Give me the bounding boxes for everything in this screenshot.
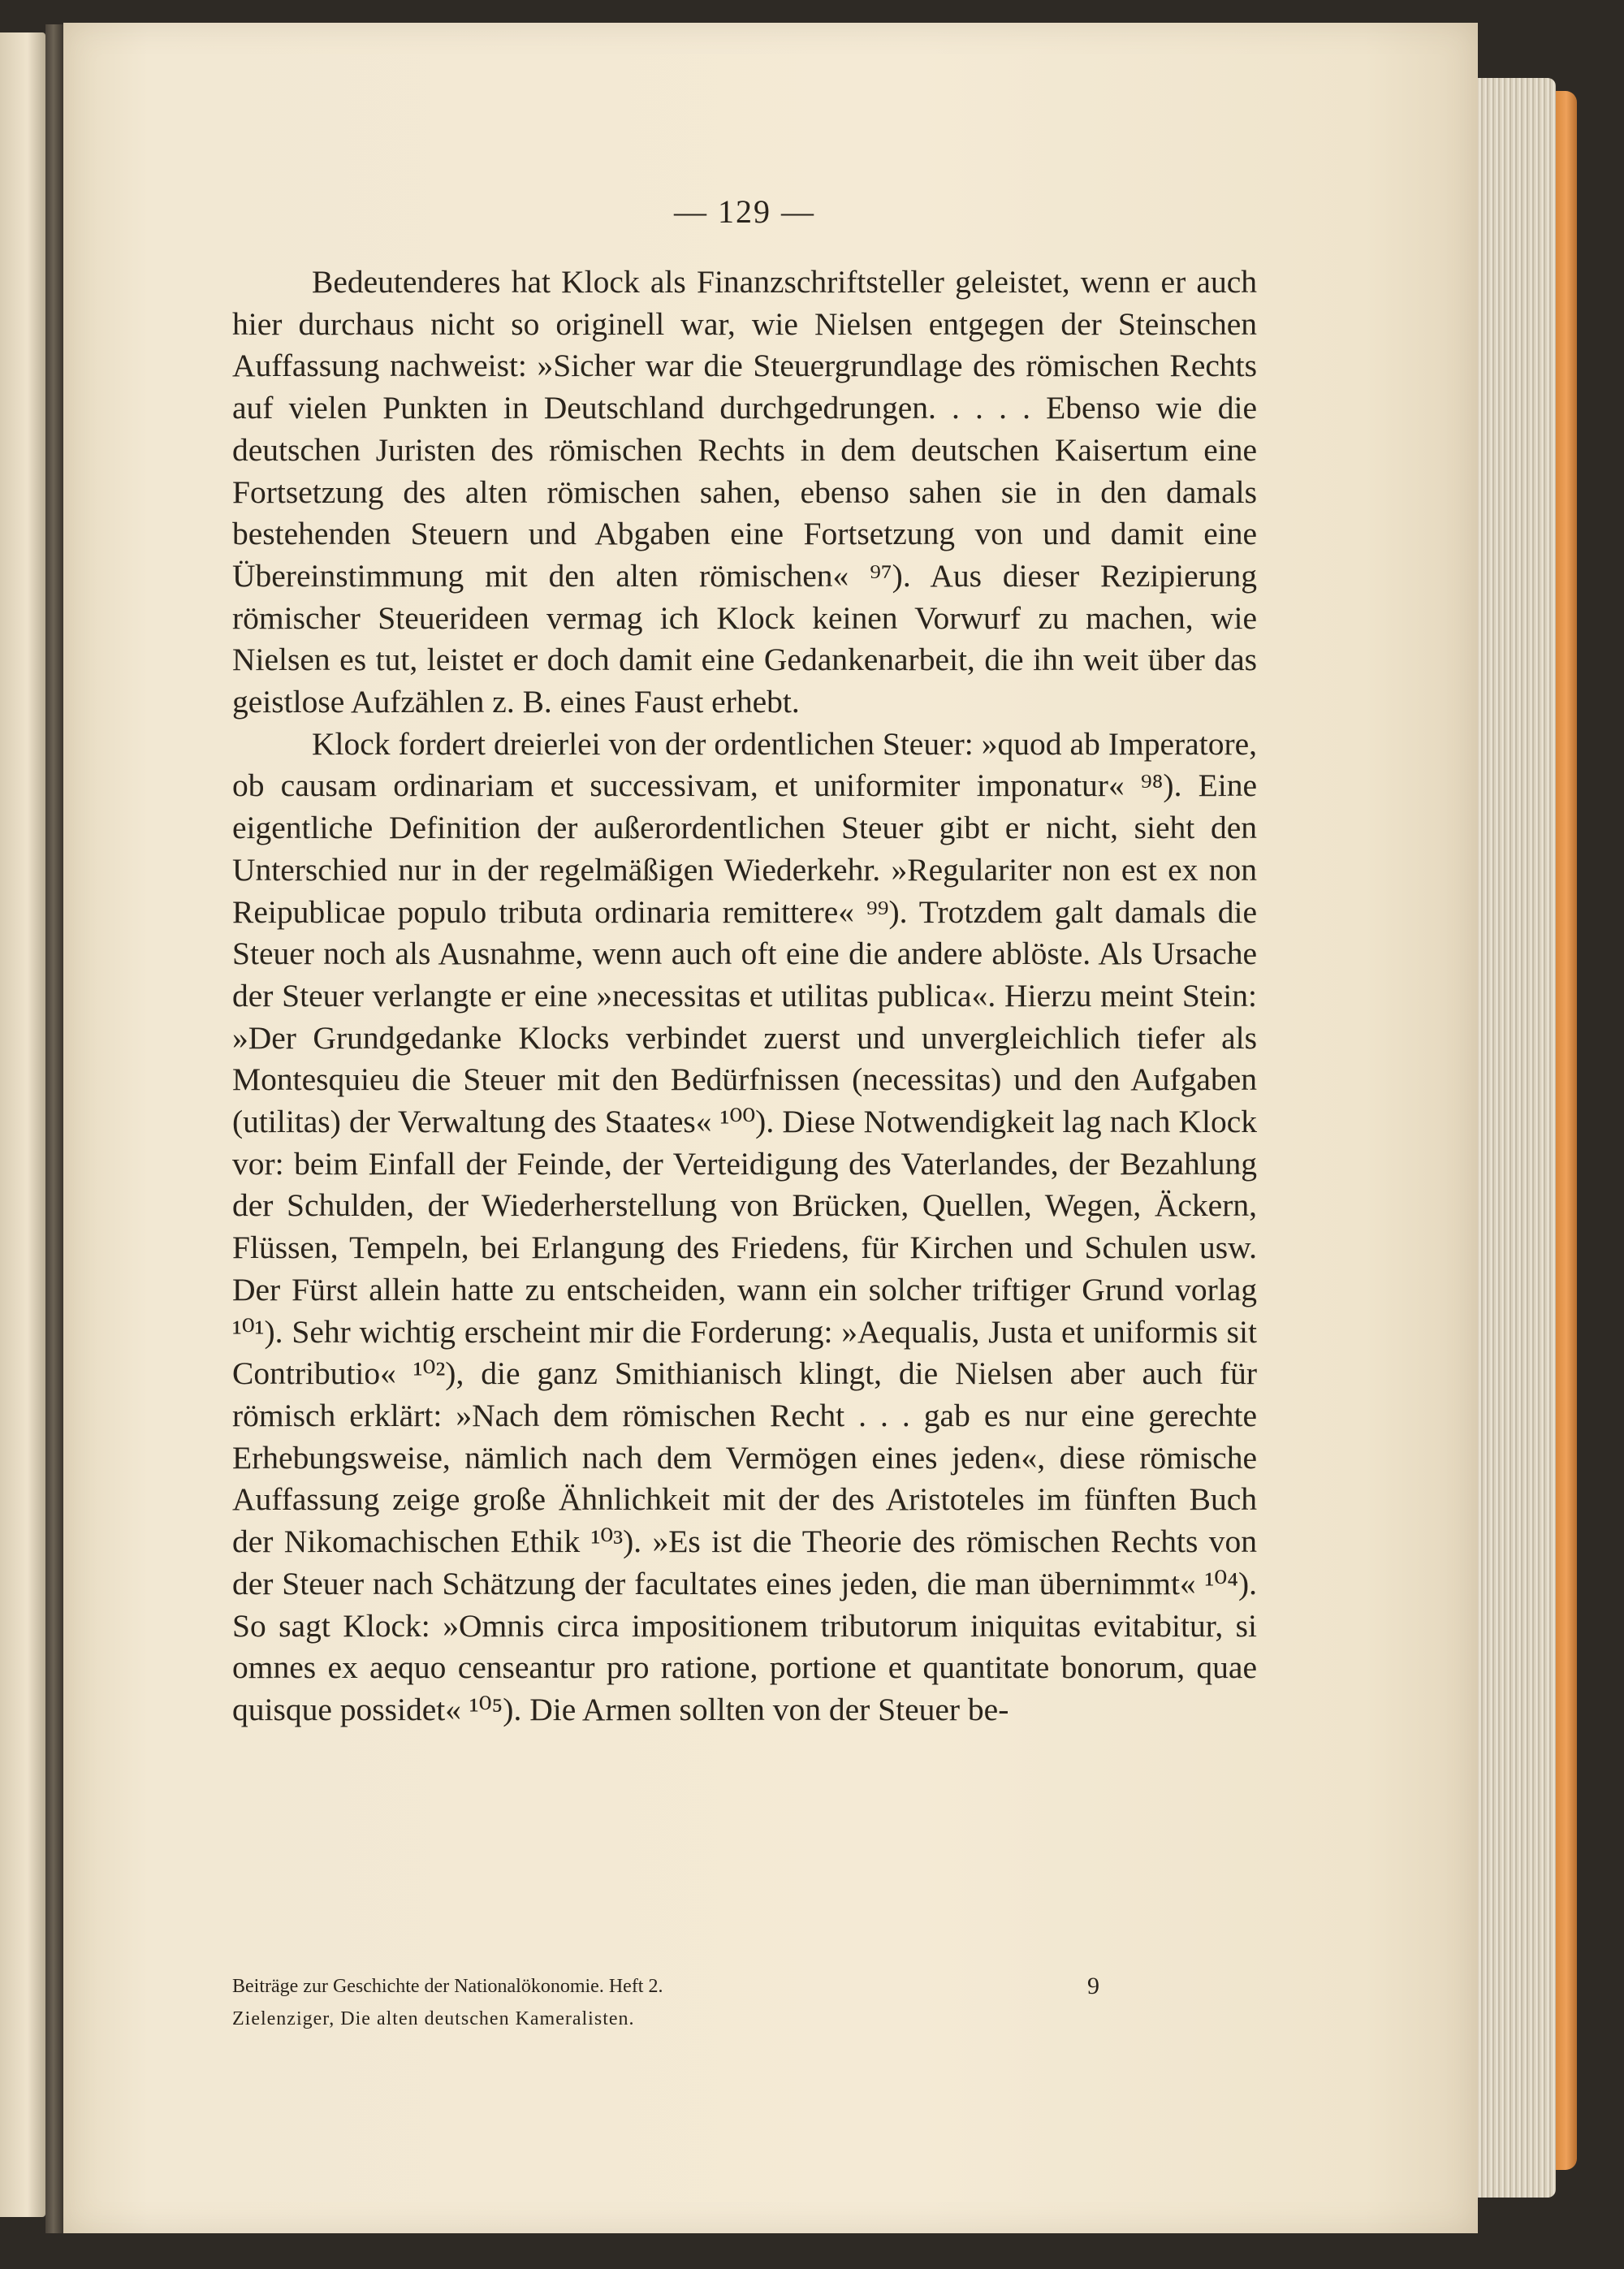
left-page-edge [0, 32, 45, 2217]
book-cover-edge [1556, 91, 1577, 2170]
footer-signature: 9 [1087, 1973, 1099, 1999]
page-footer [232, 1970, 1257, 2035]
paragraph-1: Bedeutenderes hat Klock als Finanzschriftsteller geleistet, wenn er auch hier durchaus nicht so originell war, wie Nielsen entgegen der Steinschen Auffassung nachweist: »Sicher war die Steuergrundlage des römischen Rechts auf vielen Punkten in Deutschland durchgedrungen. . . . . Ebenso wie die deutschen Juristen des römischen Rechts in dem deutschen Kaisertum eine Fortsetzung des alten römischen sahen, ebenso sahen sie in den damals bestehenden Steuern und Abgaben eine Fortsetzung von und damit eine Übereinstimmung mit den alten römischen« ⁹⁷). Aus dieser Rezipierung römischer Steuerideen vermag ich Klock keinen Vorwurf zu machen, wie Nielsen es tut, leistet er doch damit eine Gedankenarbeit, die ihn weit über das geistlose Aufzählen z. B. eines Faust erhebt. [232, 264, 1257, 720]
paragraph-2: Klock fordert dreierlei von der ordentlichen Steuer: »quod ab Imperatore, ob causam ordinariam et successivam, et uniformiter imponatur« ⁹⁸). Eine eigentliche Definition der außerordentlichen Steuer gibt er nicht, sieht den Unterschied nur in der regelmäßigen Wiederkehr. »Regulariter non est ex non Reipublicae populo tributa ordinaria remittere« ⁹⁹). Trotzdem galt damals die Steuer noch als Ausnahme, wenn auch oft eine die andere ablöste. Als Ursache der Steuer verlangte er eine »necessitas et utilitas publica«. Hierzu meint Stein: »Der Grundgedanke Klocks verbindet zuerst und unvergleichlich tiefer als Montesquieu die Steuer mit den Bedürfnissen (necessitas) und den Aufgaben (utilitas) der Verwaltung des Staates« ¹⁰⁰). Diese Notwendigkeit lag nach Klock vor: beim Einfall der Feinde, der Verteidigung des Vaterlandes, der Bezahlung der Schulden, der Wiederherstellung von Brücken, Quellen, Wegen, Äckern, Flüssen, Tempeln, bei Erlangung des Friedens, für Kirchen und Schulen usw. Der Fürst allein hatte zu entscheiden, wann ein solcher triftiger Grund vorlag ¹⁰¹). Sehr wichtig erscheint mir die Forderung: »Aequalis, Justa et uniformis sit Contributio« ¹⁰²), die ganz Smithianisch klingt, die Nielsen aber auch für römisch erklärt: »Nach dem römischen Recht . . . gab es nur eine gerechte Erhebungsweise, nämlich nach dem Vermögen eines jeden«, diese römische Auffassung zeige große Ähnlichkeit mit der des Aristoteles im fünften Buch der Nikomachischen Ethik ¹⁰³). »Es ist die Theorie des römischen Rechts von der Steuer nach Schätzung der facultates eines jeden, die man übernimmt« ¹⁰⁴). So sagt Klock: »Omnis circa impositionem tributorum iniquitas evitabitur, si omnes ex aequo censeantur pro ratione, portione et quantitate bonorum, quae quisque possidet« ¹⁰⁵). Die Armen sollten von der Steuer be- [232, 725, 1257, 1727]
footer-author-line: Zielenziger, Die alten deutschen Kameralisten. [232, 2008, 635, 2029]
body-text [232, 261, 1257, 1731]
book-gutter [45, 24, 63, 2233]
footer-series: Beiträge zur Geschichte der Nationalökonomie. Heft 2. [232, 1976, 663, 1997]
page-number: — 129 — [674, 193, 815, 230]
page-edges [1478, 78, 1556, 2198]
page-content [232, 192, 1257, 1731]
